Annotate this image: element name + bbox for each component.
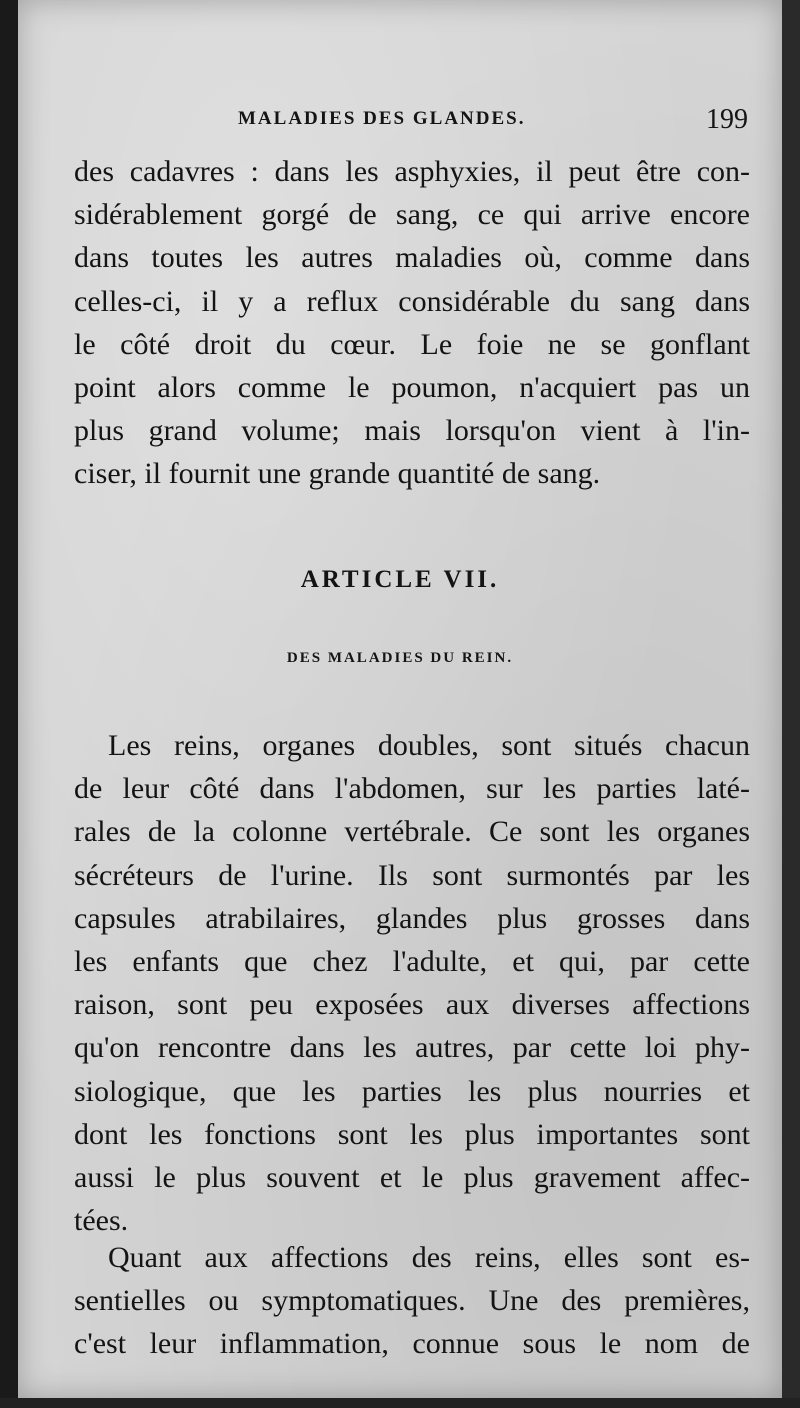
text-line: des cadavres : dans les asphyxies, il peut être con- bbox=[74, 155, 750, 188]
text-line: plus grand volume; mais lorsqu'on vient à l'in- bbox=[74, 414, 750, 448]
text-line: sécréteurs de l'urine. Ils sont surmontés par les bbox=[74, 858, 750, 892]
text-line: ciser, il fournit une grande quantité de sang. bbox=[74, 457, 601, 491]
page-header bbox=[218, 104, 778, 140]
text-line: dans toutes les autres maladies où, comme dans bbox=[74, 241, 750, 275]
text-line: sentielles ou symptomatiques. Une des premières, bbox=[74, 1284, 750, 1318]
text-line: de leur côté dans l'abdomen, sur les parties laté- bbox=[74, 772, 750, 806]
text-line: capsules atrabilaires, glandes plus grosses dans bbox=[74, 901, 750, 935]
text-line: sidérablement gorgé de sang, ce qui arrive encore bbox=[74, 198, 750, 232]
text-line: point alors comme le poumon, n'acquiert pas un bbox=[74, 370, 750, 404]
paragraph-affections bbox=[74, 1236, 750, 1366]
text-line: dont les fonctions sont les plus importantes sont bbox=[74, 1117, 750, 1151]
text-line: celles-ci, il y a reflux considérable du sang dans bbox=[74, 284, 750, 318]
page-bottom-shadow bbox=[0, 1398, 800, 1408]
text-line: Quant aux affections des reins, elles sont es- bbox=[108, 1241, 750, 1274]
text-line: tées. bbox=[74, 1204, 129, 1238]
book-page bbox=[18, 0, 782, 1398]
page-number: 199 bbox=[706, 104, 748, 135]
article-subtitle: DES MALADIES DU REIN. bbox=[286, 650, 514, 666]
book-spine-shadow bbox=[782, 0, 800, 1408]
paragraph-continued bbox=[74, 150, 750, 496]
paragraph-reins bbox=[74, 724, 750, 1242]
text-line: siologique, que les parties les plus nourries et bbox=[74, 1074, 750, 1108]
article-title: ARTICLE VII. bbox=[300, 566, 500, 593]
text-line: aussi le plus souvent et le plus gravement affec- bbox=[74, 1160, 750, 1194]
text-line: Les reins, organes doubles, sont situés chacun bbox=[108, 729, 750, 762]
text-line: le côté droit du cœur. Le foie ne se gonflant bbox=[74, 327, 750, 361]
text-line: les enfants que chez l'adulte, et qui, par cette bbox=[74, 944, 750, 978]
running-title: MALADIES DES GLANDES. bbox=[238, 108, 526, 129]
text-line: raison, sont peu exposées aux diverses affections bbox=[74, 988, 750, 1022]
text-line: qu'on rencontre dans les autres, par cette loi phy- bbox=[74, 1031, 750, 1065]
text-line: rales de la colonne vertébrale. Ce sont les organes bbox=[74, 815, 750, 849]
text-line: c'est leur inflammation, connue sous le nom de bbox=[74, 1327, 750, 1361]
